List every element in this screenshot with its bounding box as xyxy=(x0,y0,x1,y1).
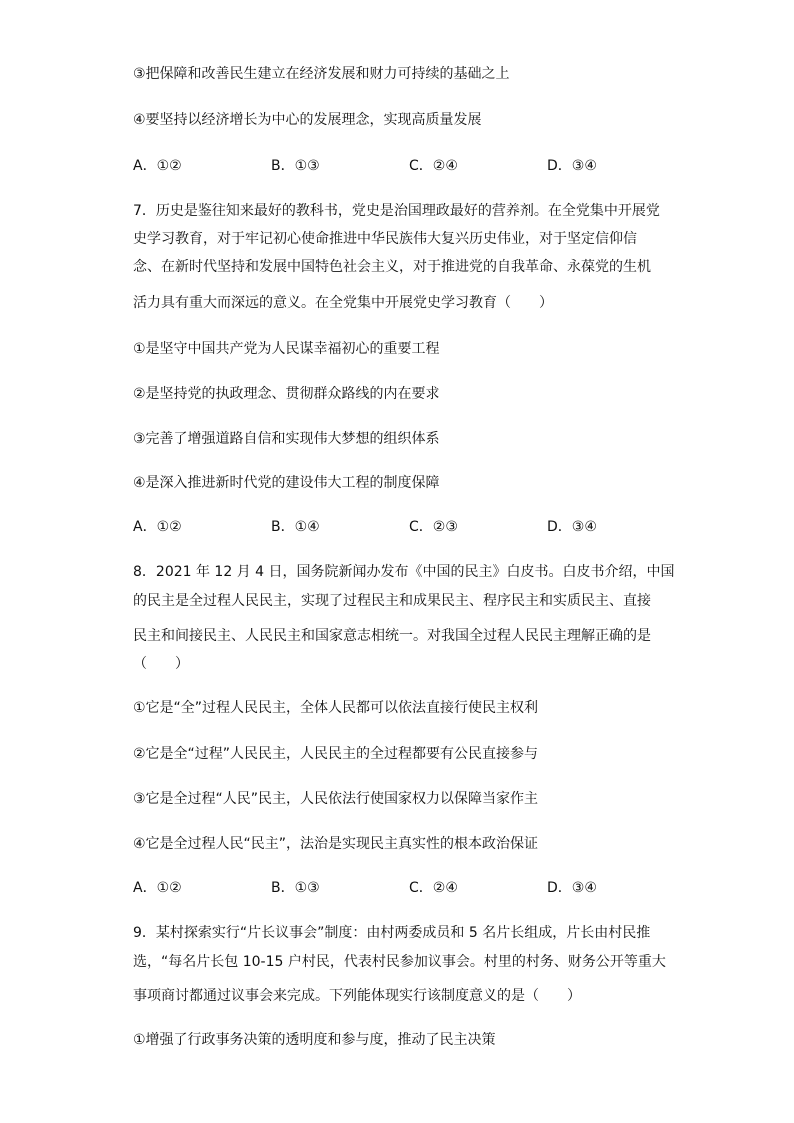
q8-option-a: A．①② xyxy=(133,880,182,896)
q9-statement-1: ①增强了行政事务决策的透明度和参与度，推动了民主决策 xyxy=(133,1032,496,1048)
q6-option-b: B．①③ xyxy=(271,158,320,174)
q9-stem-line-3: 事项商讨都通过议事会来完成。下列能体现实行该制度意义的是（ ） xyxy=(133,988,581,1004)
q7-option-b: B．①④ xyxy=(271,519,320,535)
q7-stem-line-4: 活力具有重大而深远的意义。在全党集中开展党史学习教育（ ） xyxy=(133,295,553,311)
q7-statement-4: ④是深入推进新时代党的建设伟大工程的制度保障 xyxy=(133,475,440,491)
q7-stem-line-3: 念、在新时代坚持和发展中国特色社会主义，对于推进党的自我革命、永葆党的生机 xyxy=(133,259,651,275)
q9-stem-line-2: 选，“每名片长包 10-15 户村民，代表村民参加议事会。村里的村务、财务公开等重大 xyxy=(133,954,666,970)
q6-option-c: C．②④ xyxy=(409,158,458,174)
q9-stem-line-1: 9．某村探索实行“片长议事会”制度：由村两委成员和 5 名片长组成，片长由村民推 xyxy=(133,925,651,941)
q7-option-d: D．③④ xyxy=(547,519,597,535)
q6-option-d: D．③④ xyxy=(547,158,597,174)
q7-statement-1: ①是坚守中国共产党为人民谋幸福初心的重要工程 xyxy=(133,341,440,357)
q8-stem-line-1: 8．2021 年 12 月 4 日，国务院新闻办发布《中国的民主》白皮书。白皮书介绍，中国 xyxy=(133,564,675,580)
q8-option-b: B．①③ xyxy=(271,880,320,896)
q8-statement-1: ①它是“全”过程人民民主，全体人民都可以依法直接行使民主权利 xyxy=(133,700,539,716)
q8-option-d: D．③④ xyxy=(547,880,597,896)
q6-statement-3: ③把保障和改善民生建立在经济发展和财力可持续的基础之上 xyxy=(133,66,510,82)
q8-statement-3: ③它是全过程“人民”民主，人民依法行使国家权力以保障当家作主 xyxy=(133,791,539,807)
q8-stem-line-3: 民主和间接民主、人民民主和国家意志相统一。对我国全过程人民民主理解正确的是 xyxy=(133,628,651,644)
q8-stem-line-4: （ ） xyxy=(133,656,189,672)
q8-stem-line-2: 的民主是全过程人民民主，实现了过程民主和成果民主、程序民主和实质民主、直接 xyxy=(133,593,651,609)
q7-option-a: A．①② xyxy=(133,519,182,535)
q7-option-c: C．②③ xyxy=(409,519,458,535)
q7-statement-2: ②是坚持党的执政理念、贯彻群众路线的内在要求 xyxy=(133,386,440,402)
q8-statement-4: ④它是全过程人民“民主”，法治是实现民主真实性的根本政治保证 xyxy=(133,836,539,852)
q7-statement-3: ③完善了增强道路自信和实现伟大梦想的组织体系 xyxy=(133,431,440,447)
q6-option-a: A．①② xyxy=(133,158,182,174)
q8-statement-2: ②它是全“过程”人民民主，人民民主的全过程都要有公民直接参与 xyxy=(133,746,539,762)
q6-statement-4: ④要坚持以经济增长为中心的发展理念，实现高质量发展 xyxy=(133,112,482,128)
q7-stem-line-1: 7．历史是鉴往知来最好的教科书，党史是治国理政最好的营养剂。在全党集中开展党 xyxy=(133,203,660,219)
q8-option-c: C．②④ xyxy=(409,880,458,896)
q7-stem-line-2: 史学习教育，对于牢记初心使命推进中华民族伟大复兴历史伟业，对于坚定信仰信 xyxy=(133,231,637,247)
